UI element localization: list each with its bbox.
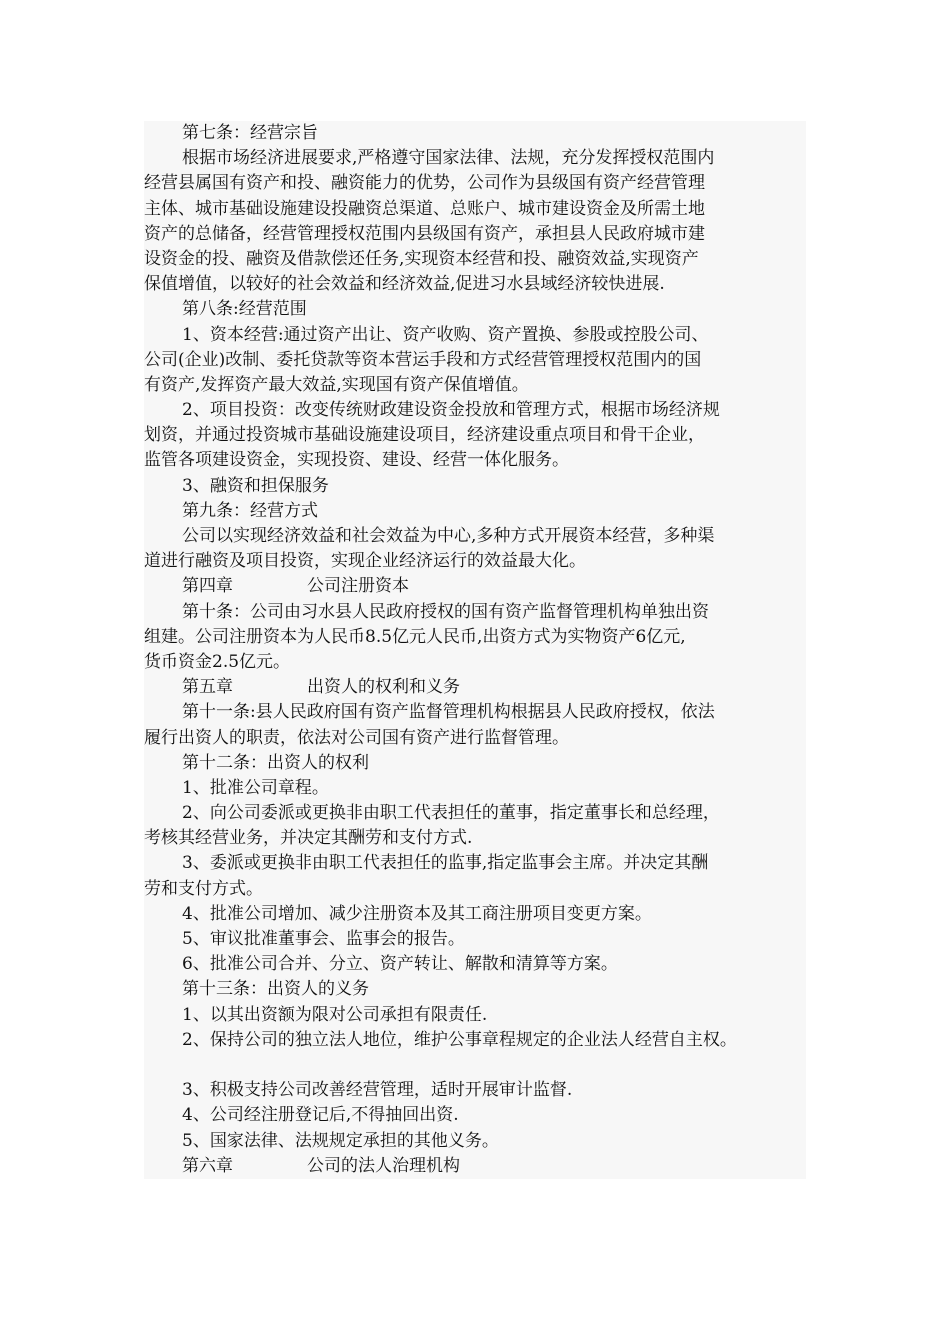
chapter-title: 公司注册资本 bbox=[307, 576, 409, 597]
paragraph-line-indented: 第十二条：出资人的权利 bbox=[182, 752, 369, 773]
paragraph-line: 考核其经营业务，并决定其酬劳和支付方式. bbox=[144, 828, 473, 849]
chapter-title: 公司的法人治理机构 bbox=[307, 1155, 460, 1176]
paragraph-line: 资产的总储备，经营管理授权范围内县级国有资产，承担县人民政府城市建 bbox=[144, 223, 705, 244]
paragraph-line-indented: 5、国家法律、法规规定承担的其他义务。 bbox=[182, 1130, 499, 1151]
chapter-heading bbox=[144, 574, 806, 599]
paragraph-line: 经营县属国有资产和投、融资能力的优势，公司作为县级国有资产经营管理 bbox=[144, 173, 705, 194]
paragraph-line-indented: 6、批准公司合并、分立、资产转让、解散和清算等方案。 bbox=[182, 954, 618, 975]
paragraph-line-indented: 2、保持公司的独立法人地位，维护公事章程规定的企业法人经营自主权。 bbox=[182, 1029, 737, 1050]
paragraph-line: 设资金的投、融资及借款偿还任务,实现资本经营和投、融资效益,实现资产 bbox=[144, 248, 699, 269]
paragraph-line: 组建。公司注册资本为人民币8.5亿元人民币,出资方式为实物资产6亿元, bbox=[144, 626, 686, 647]
paragraph-line: 货币资金2.5亿元。 bbox=[144, 651, 291, 672]
paragraph-line: 公司(企业)改制、委托贷款等资本营运手段和方式经营管理授权范围内的国 bbox=[144, 349, 702, 370]
chapter-heading bbox=[144, 1154, 806, 1179]
paragraph-line: 划资，并通过投资城市基础设施建设项目，经济建设重点项目和骨干企业， bbox=[144, 425, 705, 446]
paragraph-line-indented: 公司以实现经济效益和社会效益为中心,多种方式开展资本经营，多种渠 bbox=[182, 526, 715, 546]
paragraph-line-indented: 第九条：经营方式 bbox=[182, 500, 318, 521]
paragraph-line-indented: 第八条:经营范围 bbox=[182, 299, 307, 320]
paragraph-line-indented: 2、项目投资：改变传统财政建设资金投放和管理方式，根据市场经济规 bbox=[182, 400, 720, 421]
paragraph-line-indented: 第十三条：出资人的义务 bbox=[182, 979, 369, 1000]
paragraph-line: 主体、城市基础设施建设投融资总渠道、总账户、城市建设资金及所需土地 bbox=[144, 198, 705, 219]
chapter-title: 出资人的权利和义务 bbox=[307, 677, 460, 698]
paragraph-line-indented: 1、以其出资额为限对公司承担有限责任. bbox=[182, 1004, 488, 1025]
paragraph-line-indented: 根据市场经济进展要求,严格遵守国家法律、法规，充分发挥授权范围内 bbox=[182, 148, 715, 169]
paragraph-line: 道进行融资及项目投资，实现企业经济运行的效益最大化。 bbox=[144, 551, 586, 572]
paragraph-line-indented: 3、委派或更换非由职工代表担任的监事,指定监事会主席。并决定其酬 bbox=[182, 853, 709, 874]
chapter-heading bbox=[144, 675, 806, 700]
paragraph-line-indented: 第十一条:县人民政府国有资产监督管理机构根据县人民政府授权，依法 bbox=[182, 702, 715, 723]
chapter-number: 第四章 bbox=[182, 576, 233, 597]
paragraph-line-indented: 第七条：经营宗旨 bbox=[182, 123, 318, 143]
paragraph-line-indented: 4、公司经注册登记后,不得抽回出资. bbox=[182, 1105, 459, 1126]
paragraph-line: 保值增值，以较好的社会效益和经济效益,促进习水县域经济较快进展. bbox=[144, 274, 665, 295]
paragraph-line-indented: 第十条：公司由习水县人民政府授权的国有资产监督管理机构单独出资 bbox=[182, 601, 709, 622]
paragraph-line-indented: 2、向公司委派或更换非由职工代表担任的董事，指定董事长和总经理， bbox=[182, 803, 720, 824]
chapter-number: 第六章 bbox=[182, 1155, 233, 1176]
paragraph-line: 有资产,发挥资产最大效益,实现国有资产保值增值。 bbox=[144, 374, 529, 395]
paragraph-line: 监管各项建设资金，实现投资、建设、经营一体化服务。 bbox=[144, 450, 569, 471]
paragraph-line-indented: 4、批准公司增加、减少注册资本及其工商注册项目变更方案。 bbox=[182, 903, 652, 924]
paragraph-line-indented: 1、批准公司章程。 bbox=[182, 777, 329, 798]
document-body bbox=[144, 121, 806, 1179]
paragraph-line: 履行出资人的职责，依法对公司国有资产进行监督管理。 bbox=[144, 727, 569, 748]
paragraph-line-indented: 3、融资和担保服务 bbox=[182, 475, 329, 496]
paragraph-line: 劳和支付方式。 bbox=[144, 878, 263, 899]
paragraph-line-indented: 1、资本经营:通过资产出让、资产收购、资产置换、参股或控股公司、 bbox=[182, 324, 709, 345]
blank-line bbox=[144, 1053, 806, 1078]
paragraph-line-indented: 5、审议批准董事会、监事会的报告。 bbox=[182, 929, 465, 949]
chapter-number: 第五章 bbox=[182, 677, 233, 698]
paragraph-line-indented: 3、积极支持公司改善经营管理，适时开展审计监督. bbox=[182, 1080, 573, 1101]
